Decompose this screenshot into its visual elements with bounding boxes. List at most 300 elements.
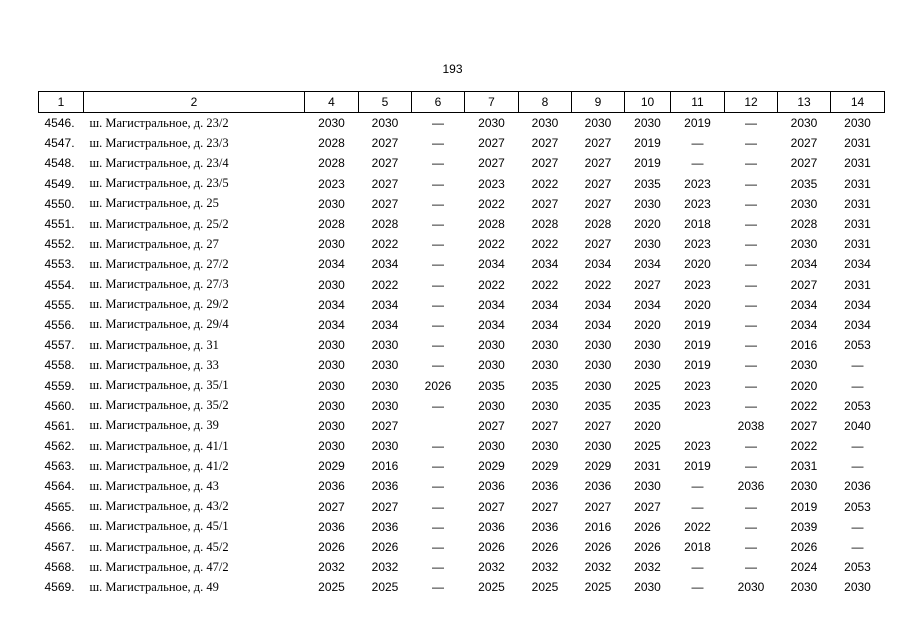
row-number: 4567. <box>44 540 75 555</box>
table-row <box>39 234 885 254</box>
address-cell: ш. Магистральное, д. 23/4 <box>89 155 229 170</box>
year-cell: 2032 <box>478 560 505 575</box>
year-cell: 2053 <box>844 338 871 353</box>
year-cell: — <box>745 156 757 171</box>
address-cell: ш. Магистральное, д. 43 <box>89 478 219 493</box>
year-cell: — <box>432 479 444 494</box>
year-cell: 2027 <box>790 136 818 151</box>
year-cell: 2022 <box>790 439 818 454</box>
year-cell: 2030 <box>318 277 345 292</box>
year-cell: 2030 <box>531 439 559 454</box>
year-cell: 2030 <box>531 116 559 131</box>
year-cell: 2032 <box>371 560 399 575</box>
year-cell: 2039 <box>790 519 818 534</box>
year-cell: 2030 <box>478 338 505 353</box>
year-cell: 2034 <box>371 257 399 272</box>
year-cell: 2030 <box>318 378 345 393</box>
year-cell: 2030 <box>371 358 399 373</box>
table-row <box>39 355 885 375</box>
year-cell: — <box>851 439 864 454</box>
year-cell: 2027 <box>531 136 559 151</box>
year-cell: — <box>432 519 444 534</box>
year-cell: 2020 <box>634 317 661 332</box>
year-cell: — <box>432 257 444 272</box>
year-cell: 2030 <box>584 338 612 353</box>
year-cell: — <box>432 439 444 454</box>
year-cell: 2027 <box>584 499 612 514</box>
year-cell: 2028 <box>790 217 818 232</box>
year-cell: 2027 <box>584 176 612 191</box>
year-cell: 2023 <box>684 237 711 252</box>
year-cell: — <box>432 116 444 131</box>
year-cell: 2034 <box>318 297 345 312</box>
year-cell: 2027 <box>584 136 612 151</box>
year-cell: 2032 <box>634 560 661 575</box>
table-row <box>39 577 885 597</box>
year-cell: 2035 <box>634 398 661 413</box>
column-header: 10 <box>625 92 671 113</box>
year-cell: — <box>691 560 704 575</box>
year-cell: 2028 <box>478 217 505 232</box>
year-cell: 2023 <box>318 176 345 191</box>
year-cell: 2031 <box>790 459 818 474</box>
year-cell: 2023 <box>684 398 711 413</box>
column-header: 5 <box>359 92 412 113</box>
year-cell: 2030 <box>844 116 871 131</box>
year-cell: — <box>432 237 444 252</box>
table-row <box>39 153 885 173</box>
year-cell: 2030 <box>531 398 559 413</box>
address-cell: ш. Магистральное, д. 39 <box>89 418 219 433</box>
year-cell: 2020 <box>684 297 711 312</box>
year-cell: 2030 <box>318 237 345 252</box>
year-cell: — <box>745 176 757 191</box>
year-cell: 2026 <box>424 378 452 393</box>
year-cell: 2036 <box>478 519 505 534</box>
table-row <box>39 214 885 234</box>
row-number: 4563. <box>44 459 75 474</box>
year-cell: 2030 <box>634 358 661 373</box>
year-cell: — <box>432 136 444 151</box>
row-number: 4558. <box>44 358 75 373</box>
address-cell: ш. Магистральное, д. 29/2 <box>89 297 229 312</box>
year-cell: — <box>691 156 704 171</box>
row-number: 4561. <box>44 418 75 433</box>
year-cell: — <box>745 317 757 332</box>
year-cell: 2027 <box>584 156 612 171</box>
year-cell: 2034 <box>790 317 818 332</box>
year-cell: 2025 <box>318 580 345 595</box>
address-cell: ш. Магистральное, д. 35/2 <box>89 398 229 413</box>
year-cell: 2032 <box>584 560 612 575</box>
year-cell: 2026 <box>531 540 559 555</box>
year-cell: 2034 <box>844 297 871 312</box>
year-cell: 2034 <box>318 317 345 332</box>
address-cell: ш. Магистральное, д. 47/2 <box>89 559 229 574</box>
year-cell: 2022 <box>478 196 505 211</box>
year-cell: 2027 <box>531 499 559 514</box>
year-cell: 2034 <box>844 257 871 272</box>
year-cell: 2034 <box>478 317 505 332</box>
year-cell: 2053 <box>844 499 871 514</box>
row-number: 4569. <box>44 580 75 595</box>
year-cell: 2030 <box>790 196 818 211</box>
year-cell: — <box>745 257 757 272</box>
year-cell: 2022 <box>371 237 399 252</box>
year-cell: 2028 <box>531 217 559 232</box>
year-cell: — <box>691 580 704 595</box>
year-cell: 2030 <box>531 338 559 353</box>
year-cell: 2022 <box>371 277 399 292</box>
year-cell: — <box>432 297 444 312</box>
year-cell: 2036 <box>531 479 559 494</box>
table-row <box>39 315 885 335</box>
row-number: 4566. <box>44 519 75 534</box>
year-cell: — <box>745 277 757 292</box>
table-body <box>39 113 885 598</box>
year-cell: — <box>745 560 757 575</box>
year-cell: 2034 <box>634 297 661 312</box>
row-number: 4555. <box>44 297 75 312</box>
year-cell: 2036 <box>371 479 399 494</box>
row-number: 4568. <box>44 560 75 575</box>
year-cell: 2022 <box>478 237 505 252</box>
row-number: 4550. <box>44 196 75 211</box>
year-cell: 2035 <box>790 176 818 191</box>
year-cell: — <box>745 297 757 312</box>
year-cell: 2036 <box>318 479 345 494</box>
year-cell: 2030 <box>478 116 505 131</box>
year-cell: 2030 <box>634 479 661 494</box>
year-cell: 2034 <box>371 317 399 332</box>
year-cell: 2027 <box>371 176 399 191</box>
column-header: 12 <box>725 92 778 113</box>
year-cell <box>412 416 465 436</box>
year-cell: 2034 <box>790 297 818 312</box>
year-cell: — <box>432 156 444 171</box>
year-cell: — <box>851 459 864 474</box>
year-cell: 2030 <box>318 338 345 353</box>
year-cell: 2030 <box>584 378 612 393</box>
year-cell: 2026 <box>584 540 612 555</box>
year-cell: 2030 <box>318 116 345 131</box>
year-cell: 2036 <box>584 479 612 494</box>
schedule-table <box>38 91 885 598</box>
table-row <box>39 335 885 355</box>
year-cell: 2034 <box>584 257 612 272</box>
address-cell: ш. Магистральное, д. 49 <box>89 579 219 594</box>
year-cell: 2027 <box>584 237 612 252</box>
table-row <box>39 133 885 153</box>
year-cell: 2053 <box>844 398 871 413</box>
year-cell: — <box>745 378 757 393</box>
year-cell <box>671 416 725 436</box>
year-cell: 2040 <box>844 418 871 433</box>
address-cell: ш. Магистральное, д. 41/2 <box>89 458 229 473</box>
address-cell: ш. Магистральное, д. 23/2 <box>89 115 229 130</box>
year-cell: 2036 <box>478 479 505 494</box>
year-cell: 2030 <box>318 418 345 433</box>
year-cell: 2025 <box>634 378 661 393</box>
year-cell: 2027 <box>531 196 559 211</box>
year-cell: 2027 <box>371 136 399 151</box>
row-number: 4562. <box>44 439 75 454</box>
year-cell: 2034 <box>478 297 505 312</box>
year-cell: 2018 <box>684 540 711 555</box>
address-cell: ш. Магистральное, д. 43/2 <box>89 499 229 514</box>
year-cell: 2036 <box>737 479 765 494</box>
year-cell: 2030 <box>584 439 612 454</box>
year-cell: 2034 <box>478 257 505 272</box>
table-row <box>39 194 885 214</box>
year-cell: 2028 <box>318 217 345 232</box>
year-cell: 2027 <box>531 156 559 171</box>
year-cell: 2053 <box>844 560 871 575</box>
year-cell: 2032 <box>531 560 559 575</box>
year-cell: 2030 <box>790 358 818 373</box>
year-cell: 2020 <box>790 378 818 393</box>
year-cell: 2030 <box>634 338 661 353</box>
year-cell: — <box>745 196 757 211</box>
header-row <box>39 92 885 113</box>
year-cell: — <box>432 317 444 332</box>
year-cell: 2029 <box>478 459 505 474</box>
row-number: 4549. <box>44 176 75 191</box>
year-cell: 2023 <box>684 277 711 292</box>
year-cell: 2028 <box>371 217 399 232</box>
year-cell: — <box>432 217 444 232</box>
year-cell: 2027 <box>531 418 559 433</box>
year-cell: 2034 <box>531 317 559 332</box>
address-cell: ш. Магистральное, д. 27/2 <box>89 256 229 271</box>
year-cell: 2020 <box>634 418 661 433</box>
year-cell: 2022 <box>478 277 505 292</box>
year-cell: 2026 <box>634 540 661 555</box>
address-cell: ш. Магистральное, д. 45/1 <box>89 519 229 534</box>
year-cell: 2030 <box>790 237 818 252</box>
year-cell: 2019 <box>634 136 661 151</box>
year-cell: — <box>432 580 444 595</box>
year-cell: 2025 <box>478 580 505 595</box>
year-cell: — <box>745 136 757 151</box>
year-cell: 2030 <box>790 580 818 595</box>
year-cell: 2034 <box>584 317 612 332</box>
year-cell: — <box>432 358 444 373</box>
year-cell: 2019 <box>634 156 661 171</box>
year-cell: 2025 <box>634 439 661 454</box>
column-header: 14 <box>831 92 885 113</box>
year-cell: 2030 <box>371 439 399 454</box>
table-row <box>39 537 885 557</box>
year-cell: 2019 <box>684 358 711 373</box>
year-cell: 2027 <box>371 499 399 514</box>
year-cell: 2030 <box>634 196 661 211</box>
address-cell: ш. Магистральное, д. 27 <box>89 236 219 251</box>
year-cell: 2036 <box>531 519 559 534</box>
year-cell: 2019 <box>790 499 818 514</box>
year-cell: 2023 <box>684 196 711 211</box>
year-cell: — <box>691 136 704 151</box>
address-cell: ш. Магистральное, д. 33 <box>89 357 219 372</box>
year-cell: 2034 <box>844 317 871 332</box>
row-number: 4565. <box>44 499 75 514</box>
year-cell: — <box>691 499 704 514</box>
year-cell: 2022 <box>531 277 559 292</box>
year-cell: 2032 <box>318 560 345 575</box>
year-cell: — <box>745 358 757 373</box>
year-cell: 2031 <box>844 196 871 211</box>
year-cell: 2038 <box>737 418 765 433</box>
year-cell: 2019 <box>684 459 711 474</box>
year-cell: 2030 <box>478 398 505 413</box>
year-cell: 2034 <box>318 257 345 272</box>
year-cell: 2026 <box>478 540 505 555</box>
year-cell: — <box>745 519 757 534</box>
year-cell: 2030 <box>318 439 345 454</box>
year-cell: 2023 <box>478 176 505 191</box>
address-cell: ш. Магистральное, д. 35/1 <box>89 378 229 393</box>
year-cell: — <box>432 196 444 211</box>
year-cell: 2026 <box>318 540 345 555</box>
row-number: 4560. <box>44 398 75 413</box>
address-cell: ш. Магистральное, д. 25 <box>89 196 219 211</box>
row-number: 4559. <box>44 378 75 393</box>
year-cell: 2019 <box>684 116 711 131</box>
table-row <box>39 517 885 537</box>
column-header: 4 <box>305 92 359 113</box>
year-cell: 2030 <box>478 358 505 373</box>
year-cell: 2027 <box>634 499 661 514</box>
year-cell: — <box>432 398 444 413</box>
year-cell: 2027 <box>634 277 661 292</box>
year-cell: 2036 <box>371 519 399 534</box>
year-cell: — <box>851 378 864 393</box>
year-cell: 2019 <box>684 338 711 353</box>
row-number: 4553. <box>44 257 75 272</box>
year-cell: — <box>432 540 444 555</box>
year-cell: 2030 <box>371 398 399 413</box>
table-row <box>39 375 885 395</box>
year-cell: — <box>745 398 757 413</box>
year-cell: 2027 <box>584 418 612 433</box>
year-cell: — <box>432 338 444 353</box>
year-cell: — <box>691 479 704 494</box>
year-cell: — <box>745 217 757 232</box>
year-cell: — <box>745 499 757 514</box>
row-number: 4552. <box>44 237 75 252</box>
year-cell: 2027 <box>371 418 399 433</box>
year-cell: 2034 <box>531 297 559 312</box>
address-cell: ш. Магистральное, д. 41/1 <box>89 438 229 453</box>
year-cell: 2035 <box>531 378 559 393</box>
year-cell: 2036 <box>844 479 871 494</box>
year-cell: 2031 <box>844 156 871 171</box>
page-number: 193 <box>442 62 463 76</box>
table-row <box>39 436 885 456</box>
year-cell: — <box>745 439 757 454</box>
year-cell: 2029 <box>318 459 345 474</box>
year-cell: 2030 <box>790 479 818 494</box>
year-cell: 2034 <box>371 297 399 312</box>
year-cell: — <box>851 358 864 373</box>
year-cell: 2016 <box>790 338 818 353</box>
year-cell: 2030 <box>790 116 818 131</box>
year-cell: 2031 <box>844 277 871 292</box>
year-cell: 2027 <box>478 156 505 171</box>
table-row <box>39 396 885 416</box>
year-cell: 2034 <box>634 257 661 272</box>
year-cell: 2025 <box>371 580 399 595</box>
year-cell: — <box>851 540 864 555</box>
address-cell: ш. Магистральное, д. 31 <box>89 337 219 352</box>
year-cell: 2036 <box>318 519 345 534</box>
year-cell: 2030 <box>478 439 505 454</box>
year-cell: 2022 <box>584 277 612 292</box>
year-cell: 2031 <box>844 237 871 252</box>
year-cell: 2023 <box>684 439 711 454</box>
year-cell: 2030 <box>371 338 399 353</box>
row-number: 4564. <box>44 479 75 494</box>
year-cell: 2030 <box>318 398 345 413</box>
table-row <box>39 113 885 134</box>
year-cell: 2028 <box>584 217 612 232</box>
year-cell: 2027 <box>790 156 818 171</box>
year-cell: 2027 <box>371 156 399 171</box>
year-cell: 2018 <box>684 217 711 232</box>
address-cell: ш. Магистральное, д. 23/3 <box>89 135 229 150</box>
year-cell: 2035 <box>478 378 505 393</box>
year-cell: 2026 <box>371 540 399 555</box>
column-header: 9 <box>572 92 625 113</box>
year-cell: 2031 <box>844 136 871 151</box>
table-row <box>39 275 885 295</box>
row-number: 4557. <box>44 338 75 353</box>
year-cell: — <box>432 459 444 474</box>
year-cell: — <box>745 540 757 555</box>
year-cell: 2030 <box>318 358 345 373</box>
address-cell: ш. Магистральное, д. 45/2 <box>89 539 229 554</box>
year-cell: — <box>745 237 757 252</box>
row-number: 4554. <box>44 277 75 292</box>
year-cell: 2030 <box>584 358 612 373</box>
year-cell: 2030 <box>371 378 399 393</box>
year-cell: — <box>432 176 444 191</box>
year-cell: 2016 <box>371 459 399 474</box>
table-row <box>39 497 885 517</box>
year-cell: 2023 <box>684 176 711 191</box>
year-cell: 2026 <box>790 540 818 555</box>
year-cell: 2030 <box>531 358 559 373</box>
year-cell: 2028 <box>318 156 345 171</box>
year-cell: 2031 <box>844 176 871 191</box>
row-number: 4556. <box>44 317 75 332</box>
year-cell: 2030 <box>318 196 345 211</box>
year-cell: 2022 <box>531 237 559 252</box>
column-header: 8 <box>519 92 572 113</box>
row-number: 4548. <box>44 156 75 171</box>
column-header: 11 <box>671 92 725 113</box>
table-row <box>39 416 885 436</box>
year-cell: 2027 <box>790 418 818 433</box>
year-cell: 2029 <box>531 459 559 474</box>
year-cell: — <box>851 519 864 534</box>
year-cell: 2027 <box>478 418 505 433</box>
year-cell: 2027 <box>371 196 399 211</box>
year-cell: 2023 <box>684 378 711 393</box>
year-cell: 2022 <box>531 176 559 191</box>
year-cell: 2030 <box>634 237 661 252</box>
year-cell: 2034 <box>790 257 818 272</box>
